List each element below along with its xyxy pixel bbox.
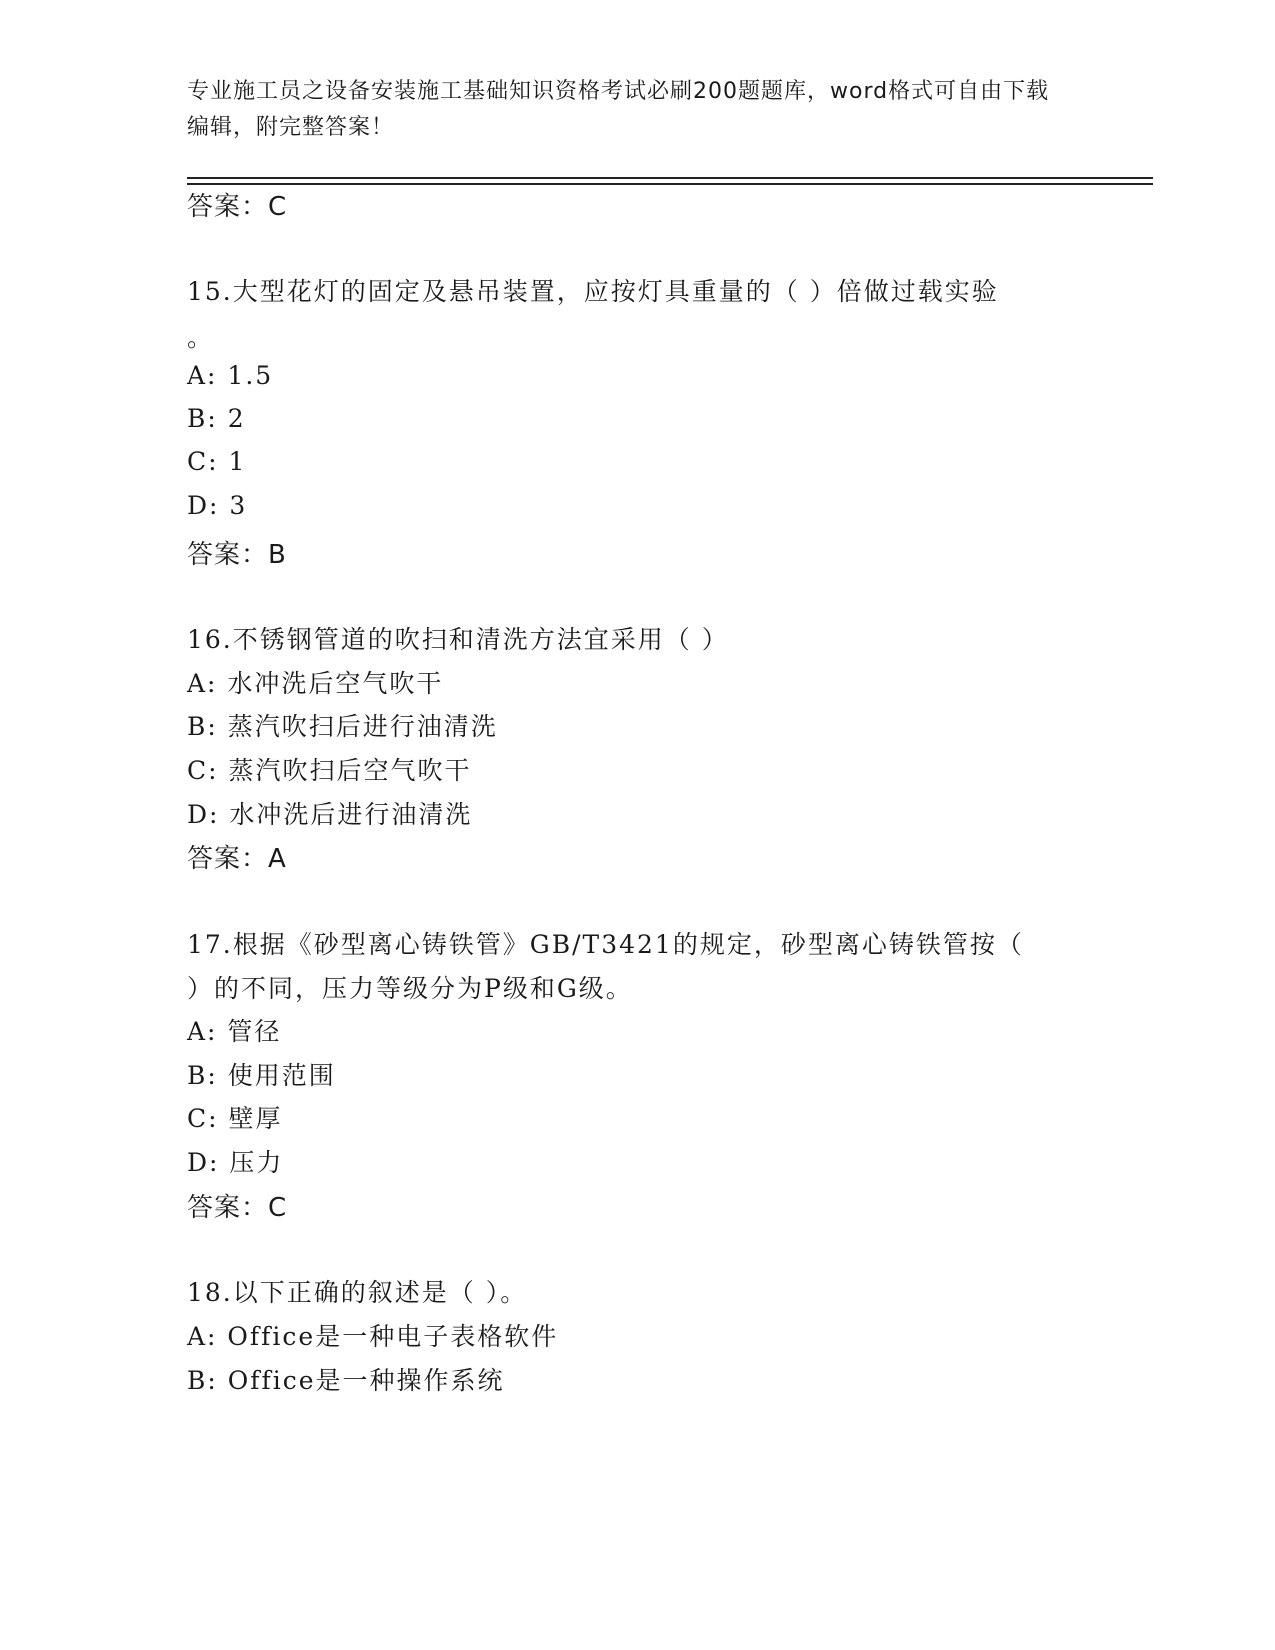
question-stem: 17.根据《砂型离心铸铁管》GB/T3421的规定，砂型离心铸铁管按（: [187, 930, 1024, 959]
answer-line: 答案：C: [187, 1193, 288, 1223]
option-d: D: 水冲洗后进行油清洗: [187, 800, 473, 829]
option-a: A: 管径: [187, 1017, 282, 1046]
document-header: 专业施工员之设备安装施工基础知识资格考试必刷200题题库，word格式可自由下载编辑，附完整答案！: [187, 79, 1050, 140]
question-stem: 15.大型花灯的固定及悬吊装置，应按灯具重量的（ ）倍做过载实验: [187, 277, 999, 306]
option-c: C: 1: [187, 447, 247, 476]
option-d: D: 压力: [187, 1148, 284, 1177]
header-rule-bottom: [187, 183, 1153, 185]
option-b: B: 蒸汽吹扫后进行油清洗: [187, 712, 498, 741]
answer-line: 答案：A: [187, 844, 287, 874]
option-b: B: Office是一种操作系统: [187, 1366, 505, 1395]
header-rule-top: [187, 177, 1153, 179]
answer-line: 答案：B: [187, 540, 287, 570]
option-a: A: 1.5: [187, 361, 274, 390]
option-c: C: 壁厚: [187, 1104, 283, 1133]
answer-line: 答案：C: [187, 192, 288, 222]
option-a: A: Office是一种电子表格软件: [187, 1322, 559, 1351]
option-b: B: 使用范围: [187, 1061, 336, 1090]
option-d: D: 3: [187, 491, 248, 520]
option-c: C: 蒸汽吹扫后空气吹干: [187, 756, 472, 785]
question-stem: 16.不锈钢管道的吹扫和清洗方法宜采用（ ）: [187, 625, 729, 654]
option-b: B: 2: [187, 404, 246, 433]
question-stem: 。: [187, 323, 215, 352]
question-stem: 18.以下正确的叙述是（ ）。: [187, 1278, 528, 1307]
question-stem: ）的不同，压力等级分为P级和G级。: [187, 974, 633, 1003]
option-a: A: 水冲洗后空气吹干: [187, 669, 444, 698]
